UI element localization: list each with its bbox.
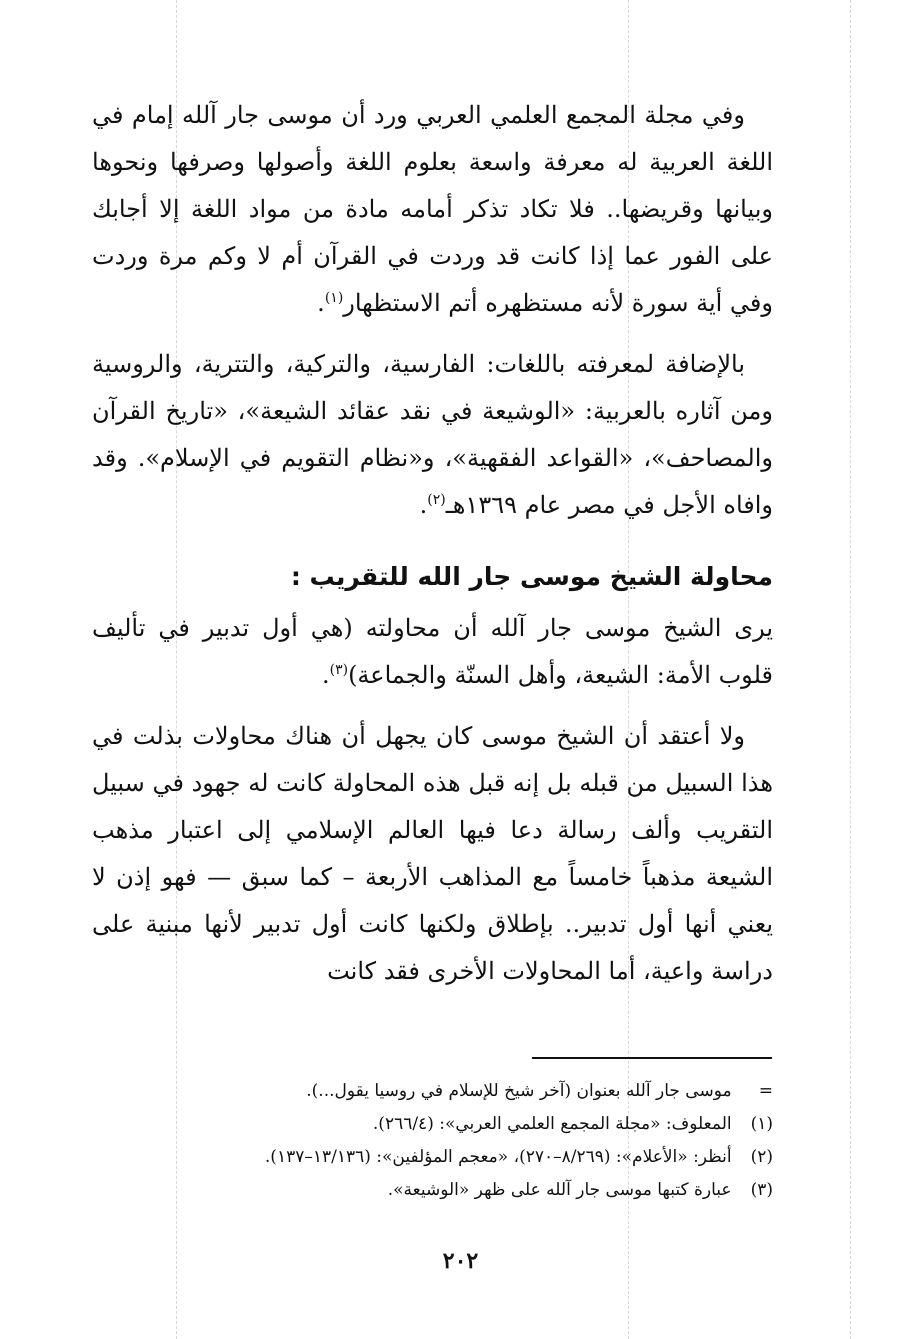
- paragraph-end: .: [317, 289, 325, 317]
- page-body: [92, 92, 773, 995]
- footnote-ref[interactable]: (٢): [427, 492, 446, 508]
- footnote-divider: [532, 1057, 772, 1059]
- paragraph-text: يرى الشيخ موسى جار آلله أن محاولته (هي أول تدبير في تأليف قلوب الأمة: الشيعة، وأهل السنّة والجماعة): [92, 614, 774, 689]
- footnotes-section: [92, 1075, 773, 1207]
- footnote-mark: (١): [750, 1114, 773, 1134]
- footnote-text: أنظر: «الأعلام»: (٨/٢٦٩–٢٧٠)، «معجم المؤلفين»: (١٣/١٣٦–١٣٧).: [264, 1147, 732, 1167]
- footnote-ref[interactable]: (٣): [329, 662, 349, 678]
- paragraph-end: .: [321, 661, 330, 689]
- paragraph-first-attempt: [92, 605, 773, 699]
- footnote-text: موسى جار آلله بعنوان (آخر شيخ للإسلام في روسيا يقول...).: [306, 1081, 732, 1101]
- section-heading: محاولة الشيخ موسى جار الله للتقريب :: [290, 562, 773, 591]
- paragraph-languages-works: [92, 341, 773, 529]
- page-number: ٢٠٢: [442, 1248, 479, 1274]
- paragraph-text: بالإضافة لمعرفته باللغات: الفارسية، والتركية، والتترية، والروسية ومن آثاره بالعربية: «الوشيعة في نقد عقائد الشيعة»، «تاريخ القرآن والمصاحف»، «القواعد الفقهية»، و«نظام التقويم في الإسلام». وقد وافاه الأجل في مصر عام ١٣٦٩هـ: [92, 350, 773, 519]
- footnote-item: [92, 1075, 773, 1108]
- footnote-mark: (٢): [750, 1147, 773, 1167]
- footnote-mark: =: [758, 1081, 773, 1101]
- paragraph-text: وفي مجلة المجمع العلمي العربي ورد أن موسى جار آلله إمام في اللغة العربية له معرفة واسعة بعلوم اللغة وأصولها وصرفها ونحوها وبيانها وقريضها.. فلا تكاد تذكر أمامه مادة من مواد اللغة إلا أجابك على الفور عما إذا كانت قد وردت في القرآن أم لا وكم مرة وردت وفي أية سورة لأنه مستظهره أتم الاستظهار: [92, 101, 773, 317]
- footnote-mark: (٣): [750, 1180, 773, 1200]
- footnote-item: [92, 1141, 773, 1174]
- paragraph-majma-opinion: [92, 92, 773, 327]
- paragraph-end: .: [419, 491, 428, 519]
- scan-guide-line: [850, 0, 851, 1339]
- footnote-item: [92, 1174, 773, 1207]
- paragraph-text: ولا أعتقد أن الشيخ موسى كان يجهل أن هناك محاولات بذلت في هذا السبيل من قبله بل إنه قبل هذه المحاولة كانت له جهود في سبيل التقريب وألف رسالة دعا فيها العالم الإسلامي إلى اعتبار مذهب الشيعة مذهباً خامساً مع المذاهب الأربعة – كما سبق — فهو إذن لا يعني أنها أول تدبير.. بإطلاق ولكنها كانت أول تدبير لأنها مبنية على دراسة واعية، أما المحاولات الأخرى فقد كانت: [92, 722, 773, 985]
- footnote-ref[interactable]: (١): [324, 290, 344, 306]
- footnote-text: المعلوف: «مجلة المجمع العلمي العربي»: (٢٦٦/٤).: [372, 1114, 732, 1134]
- paragraph-previous-attempts: [92, 713, 773, 995]
- footnote-item: [92, 1108, 773, 1141]
- footnote-text: عبارة كتبها موسى جار آلله على ظهر «الوشيعة».: [387, 1180, 732, 1200]
